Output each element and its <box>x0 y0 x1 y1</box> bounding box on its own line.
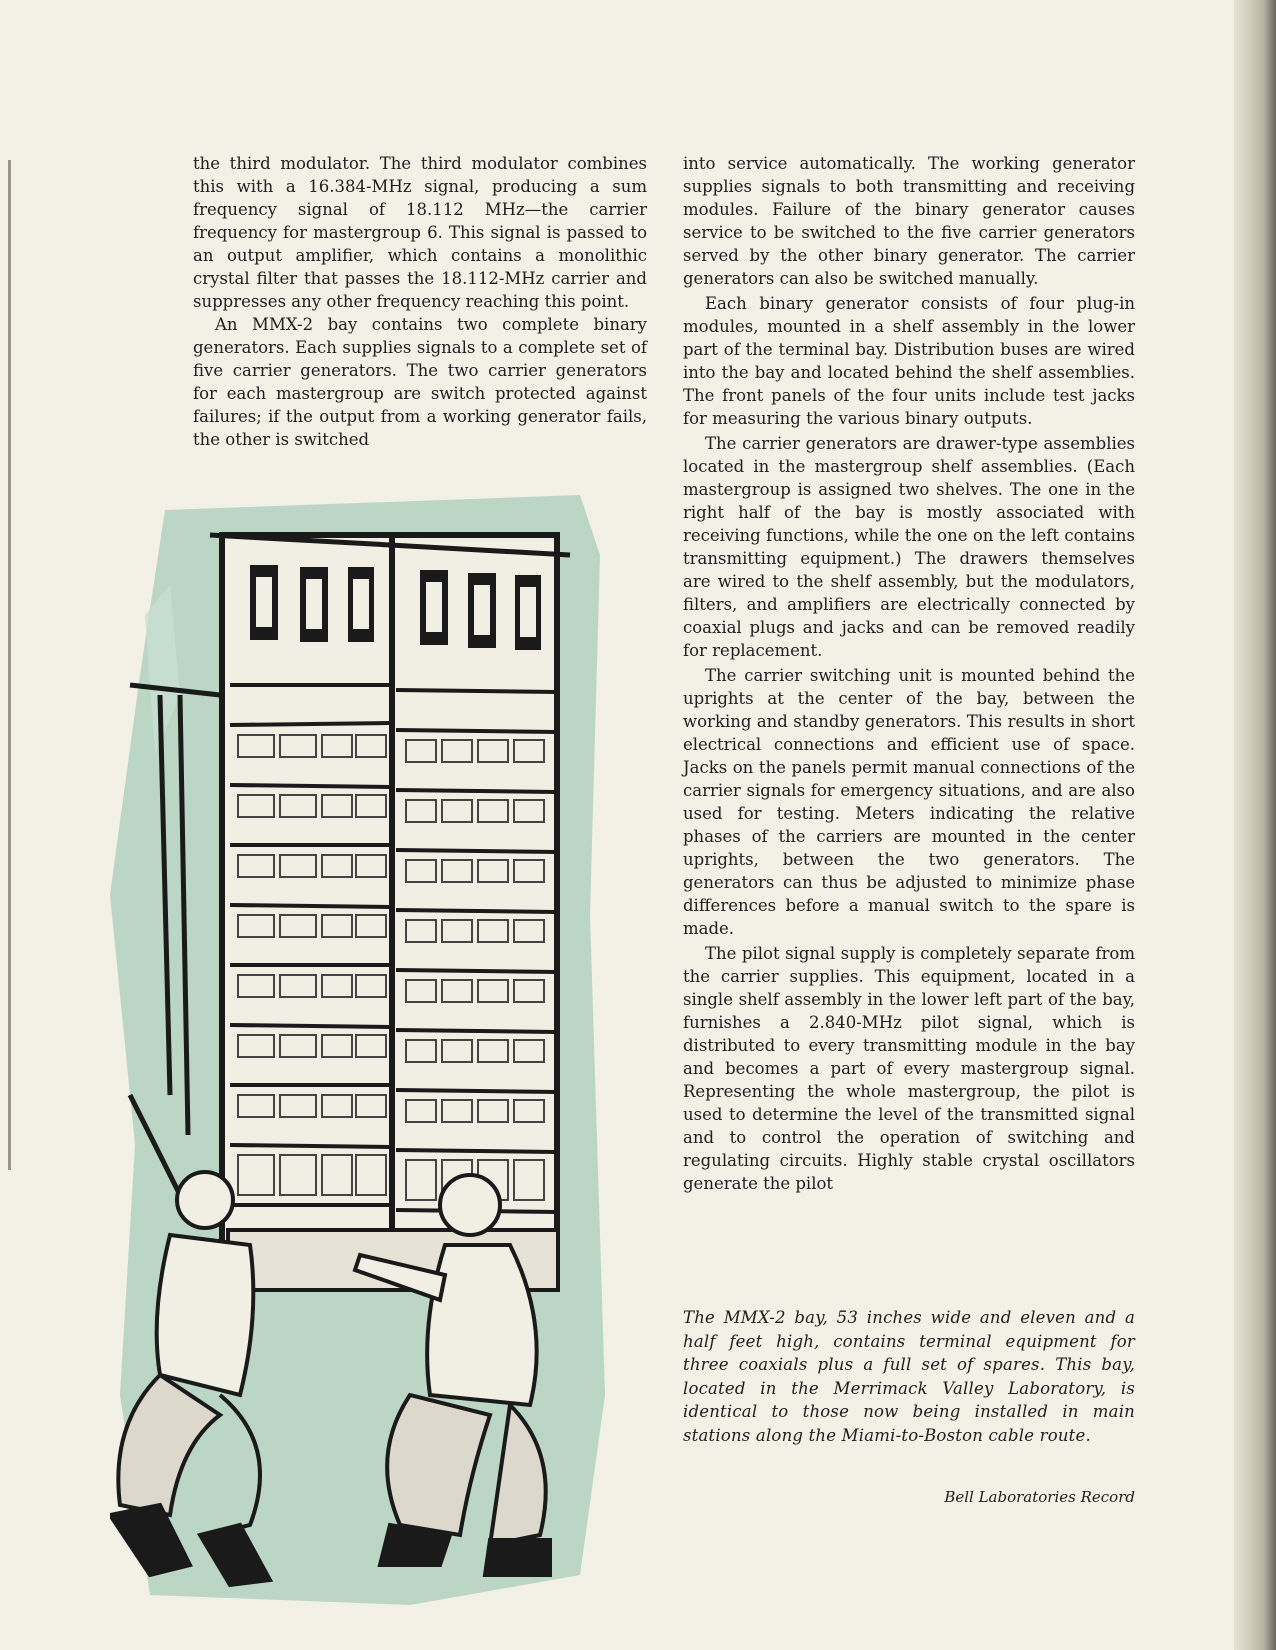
paragraph: The pilot signal supply is completely separate from the carrier supplies. This equipment, located in a single shelf assembly in the lower left part of the bay, furnishes a 2.840-MHz pilot signal, which is distributed to every transmitting module in the bay and becomes a part of every mastergroup signal. Representing the whole mastergroup, the pilot is used to determine the level of the transmitted signal and to control the operation of switching and regulating circuits. Highly stable crystal oscillators generate the pilot <box>683 944 1135 1193</box>
page-edge-line <box>8 160 11 1170</box>
paragraph: into service automatically. The working generator supplies signals to both transmitting and receiving modules. Failure of the binary generator causes service to be switched to the five carrier generators served by the other binary generator. The carrier generators can also be switched manually. <box>683 154 1135 288</box>
page-binding-shadow <box>1234 0 1276 1650</box>
publication-footer: Bell Laboratories Record <box>944 1488 1135 1506</box>
paragraph: Each binary generator consists of four plug-in modules, mounted in a shelf assembly in the lower part of the terminal bay. Distribution buses are wired into the bay and located behind the shelf assemblies. The front panels of the four units include test jacks for measuring the various binary outputs. <box>683 294 1135 428</box>
paragraph: An MMX-2 bay contains two complete binary generators. Each supplies signals to a complete set of five carrier generators. The two carrier generators for each mastergroup are switch protected against failures; if the output from a working generator fails, the other is switched <box>193 315 647 449</box>
paragraph: The carrier switching unit is mounted behind the uprights at the center of the bay, between the working and standby generators. This results in short electrical connections and efficient use of space. Jacks on the panels permit manual connections of the carrier signals for emergency situations, and are also used for testing. Meters indicating the relative phases of the carriers are mounted in the center uprights, between the two generators. The generators can thus be adjusted to minimize phase differences before a manual switch to the spare is made. <box>683 666 1135 938</box>
equipment-bay-illustration <box>110 495 610 1610</box>
left-text-column <box>193 152 647 451</box>
paragraph: The carrier generators are drawer-type assemblies located in the mastergroup shelf assemblies. (Each mastergroup is assigned two shelves. The one in the right half of the bay is mostly associated with receiving functions, while the one on the left contains transmitting equipment.) The drawers themselves are wired to the shelf assembly, but the modulators, filters, and amplifiers are electrically connected by coaxial plugs and jacks and can be removed readily for replacement. <box>683 434 1135 660</box>
figure-caption: The MMX-2 bay, 53 inches wide and eleven and a half feet high, contains terminal equipment for three coaxials plus a full set of spares. This bay, located in the Merrimack Valley Laboratory, is identical to those now being installed in main stations along the Miami-to-Boston cable route. <box>683 1308 1135 1445</box>
paragraph: the third modulator. The third modulator combines this with a 16.384-MHz signal, producing a sum frequency signal of 18.112 MHz—the carrier frequency for mastergroup 6. This signal is passed to an output amplifier, which contains a monolithic crystal filter that passes the 18.112-MHz carrier and suppresses any other frequency reaching this point. <box>193 154 647 311</box>
right-text-column <box>683 152 1135 1195</box>
